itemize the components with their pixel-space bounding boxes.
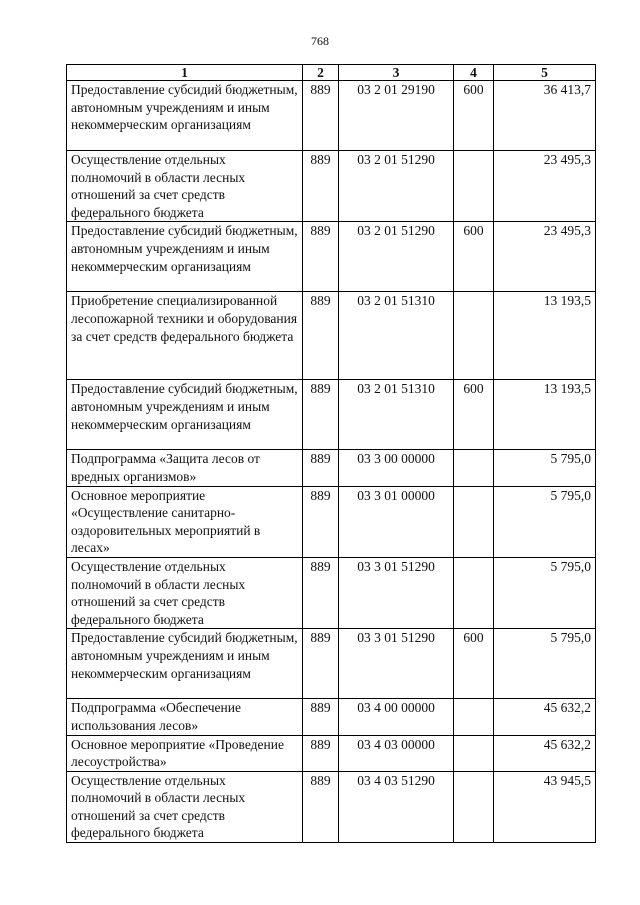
row-amount: 23 495,3 — [494, 151, 596, 222]
row-amount: 23 495,3 — [494, 222, 596, 292]
table-row — [67, 81, 596, 151]
row-ministry-code: 889 — [303, 292, 339, 380]
row-amount: 36 413,7 — [494, 81, 596, 151]
header-row — [67, 65, 596, 81]
table-row — [67, 486, 596, 557]
row-target-code: 03 2 01 51290 — [339, 151, 454, 222]
row-expense-type: 600 — [454, 629, 494, 699]
row-amount: 5 795,0 — [494, 486, 596, 557]
row-ministry-code: 889 — [303, 486, 339, 557]
row-expense-type — [454, 292, 494, 380]
table-row — [67, 629, 596, 699]
column-header-3: 3 — [339, 65, 454, 81]
row-target-code: 03 2 01 29190 — [339, 81, 454, 151]
row-target-code: 03 3 01 00000 — [339, 486, 454, 557]
row-name: Осуществление отдельных полномочий в области лесных отношений за счет средств федерального бюджета — [67, 151, 303, 222]
row-amount: 13 193,5 — [494, 380, 596, 450]
column-header-2: 2 — [303, 65, 339, 81]
row-name: Приобретение специализированной лесопожарной техники и оборудования за счет средств федерального бюджета — [67, 292, 303, 380]
row-amount: 5 795,0 — [494, 629, 596, 699]
table-row — [67, 292, 596, 380]
row-target-code: 03 4 03 00000 — [339, 735, 454, 771]
row-name: Предоставление субсидий бюджетным, автономным учреждениям и иным некоммерческим организациям — [67, 629, 303, 699]
row-amount: 13 193,5 — [494, 292, 596, 380]
page-number: 768 — [311, 34, 329, 48]
row-amount: 43 945,5 — [494, 771, 596, 842]
table-row — [67, 151, 596, 222]
row-expense-type — [454, 486, 494, 557]
row-target-code: 03 2 01 51310 — [339, 380, 454, 450]
row-ministry-code: 889 — [303, 629, 339, 699]
row-ministry-code: 889 — [303, 450, 339, 486]
row-ministry-code: 889 — [303, 699, 339, 735]
row-expense-type — [454, 151, 494, 222]
row-name: Предоставление субсидий бюджетным, автономным учреждениям и иным некоммерческим организациям — [67, 81, 303, 151]
row-ministry-code: 889 — [303, 735, 339, 771]
column-header-4: 4 — [454, 65, 494, 81]
table-body — [67, 81, 596, 843]
row-name: Осуществление отдельных полномочий в области лесных отношений за счет средств федерального бюджета — [67, 557, 303, 628]
table-row — [67, 771, 596, 842]
table-row — [67, 557, 596, 628]
row-name: Основное мероприятие «Проведение лесоустройства» — [67, 735, 303, 771]
row-name: Основное мероприятие «Осуществление санитарно-оздоровительных мероприятий в лесах» — [67, 486, 303, 557]
row-name: Подпрограмма «Защита лесов от вредных организмов» — [67, 450, 303, 486]
row-ministry-code: 889 — [303, 151, 339, 222]
row-target-code: 03 3 01 51290 — [339, 629, 454, 699]
row-expense-type — [454, 450, 494, 486]
table-row — [67, 735, 596, 771]
row-target-code: 03 3 00 00000 — [339, 450, 454, 486]
row-ministry-code: 889 — [303, 557, 339, 628]
table-row — [67, 380, 596, 450]
row-ministry-code: 889 — [303, 222, 339, 292]
row-amount: 45 632,2 — [494, 735, 596, 771]
column-header-5: 5 — [494, 65, 596, 81]
row-expense-type — [454, 557, 494, 628]
row-expense-type — [454, 735, 494, 771]
row-target-code: 03 3 01 51290 — [339, 557, 454, 628]
row-target-code: 03 4 00 00000 — [339, 699, 454, 735]
row-ministry-code: 889 — [303, 380, 339, 450]
row-target-code: 03 2 01 51310 — [339, 292, 454, 380]
row-name: Подпрограмма «Обеспечение использования лесов» — [67, 699, 303, 735]
row-target-code: 03 4 03 51290 — [339, 771, 454, 842]
table-row — [67, 222, 596, 292]
row-expense-type — [454, 771, 494, 842]
column-header-1: 1 — [67, 65, 303, 81]
row-expense-type: 600 — [454, 222, 494, 292]
table-row — [67, 450, 596, 486]
row-target-code: 03 2 01 51290 — [339, 222, 454, 292]
row-name: Предоставление субсидий бюджетным, автономным учреждениям и иным некоммерческим организациям — [67, 380, 303, 450]
row-amount: 5 795,0 — [494, 557, 596, 628]
row-name: Предоставление субсидий бюджетным, автономным учреждениям и иным некоммерческим организациям — [67, 222, 303, 292]
row-ministry-code: 889 — [303, 771, 339, 842]
budget-table — [66, 64, 596, 843]
row-expense-type: 600 — [454, 81, 494, 151]
table-row — [67, 699, 596, 735]
row-ministry-code: 889 — [303, 81, 339, 151]
row-amount: 5 795,0 — [494, 450, 596, 486]
row-amount: 45 632,2 — [494, 699, 596, 735]
row-expense-type: 600 — [454, 380, 494, 450]
row-name: Осуществление отдельных полномочий в области лесных отношений за счет средств федерального бюджета — [67, 771, 303, 842]
row-expense-type — [454, 699, 494, 735]
